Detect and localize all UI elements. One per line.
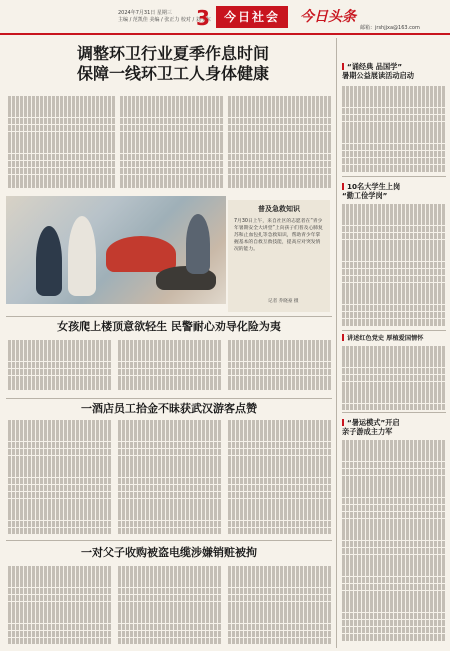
- theft-story-headline: 一对父子收购被盗电缆涉嫌销赃被拘: [81, 546, 257, 559]
- right-story-2: [342, 182, 446, 200]
- divider: [342, 412, 446, 413]
- theft-story-body-col2: [118, 566, 222, 646]
- right-story-4-title: [342, 418, 446, 427]
- news-photo: [6, 196, 226, 304]
- right-story-3-body: [342, 346, 446, 410]
- right-story-3: [342, 334, 446, 343]
- hotel-story-body-col2: [118, 420, 222, 534]
- photo-credit: 记者 乔晓豪 摄: [268, 299, 299, 304]
- right-story-2-body: [342, 204, 446, 328]
- lead-body-col1: [8, 96, 116, 188]
- divider: [342, 176, 446, 177]
- hotel-story-body-col3: [228, 420, 332, 534]
- child-story-headline: 女孩爬上楼顶意欲轻生 民警耐心劝导化险为夷: [57, 320, 281, 333]
- right-story-1-title-line1: “诵经典 品国学”: [347, 62, 403, 71]
- section-title: 今日社会: [216, 6, 288, 28]
- hotel-story-body-col1: [8, 420, 112, 534]
- newspaper-logo: 今日头条: [300, 9, 356, 25]
- page-number: 3: [196, 6, 210, 30]
- right-story-2-title-line2: “勤工俭学岗”: [342, 191, 388, 200]
- lead-headline-line1: 调整环卫行业夏季作息时间: [76, 44, 269, 63]
- editors-line: 主编 / 范凯佳 美编 / 张正力 校对 / 刘学东: [118, 17, 211, 23]
- column-divider: [336, 38, 337, 648]
- lead-body-col3: [228, 96, 332, 188]
- email-line: 邮箱：jrshjjxa@163.com: [360, 25, 420, 31]
- hotel-story-headline: 一酒店员工拾金不昧获武汉游客点赞: [81, 402, 257, 415]
- right-story-3-title: [342, 334, 446, 343]
- lead-headline: [28, 44, 318, 84]
- divider: [342, 330, 446, 331]
- masthead: [0, 0, 450, 34]
- theft-story-body-col1: [8, 566, 112, 646]
- photo-person-3: [106, 236, 176, 272]
- lead-body-col2: [120, 96, 224, 188]
- right-story-2-title-line1: 10名大学生上岗: [347, 182, 401, 191]
- right-story-4-body: [342, 440, 446, 646]
- right-story-4-title-line2: 亲子游成主力军: [342, 427, 393, 436]
- right-story-4-title-line1: “暑运模式”开启: [347, 418, 400, 427]
- photo-person-2: [68, 216, 96, 296]
- divider: [6, 540, 332, 541]
- photo-caption-text: 7月30日上午，来自社区的志愿者在“青少年暑期安全大讲堂”上向孩子们普及心肺复苏和止血包扎等急救知识，帮助青少年掌握基本的自救互救技能，提高应对突发情况的能力。: [234, 219, 323, 252]
- child-story-body-col2: [118, 340, 222, 394]
- right-story-1: [342, 62, 446, 80]
- photo-person-1: [36, 226, 62, 296]
- theft-story-body-col3: [228, 566, 332, 646]
- photo-person-4: [186, 214, 210, 274]
- right-story-1-body: [342, 86, 446, 174]
- right-story-1-title-line2: 暑期公益展读活动启动: [342, 71, 414, 80]
- divider: [6, 398, 332, 399]
- divider: [6, 316, 332, 317]
- child-story-body-col3: [228, 340, 332, 394]
- lead-headline-line2: 保障一线环卫工人身体健康: [76, 64, 269, 83]
- photo-caption-title: 普及急救知识: [258, 205, 300, 213]
- right-story-2-title: [342, 182, 446, 191]
- right-story-1-title: [342, 62, 446, 71]
- masthead-rule: [0, 33, 450, 35]
- photo-caption-box: [228, 200, 330, 312]
- child-story-body-col1: [8, 340, 112, 394]
- right-story-4: [342, 418, 446, 436]
- right-story-3-title-line1: 讲述红色党史 厚植爱国情怀: [347, 335, 424, 342]
- date-line: 2024年7月31日 星期三: [118, 10, 172, 16]
